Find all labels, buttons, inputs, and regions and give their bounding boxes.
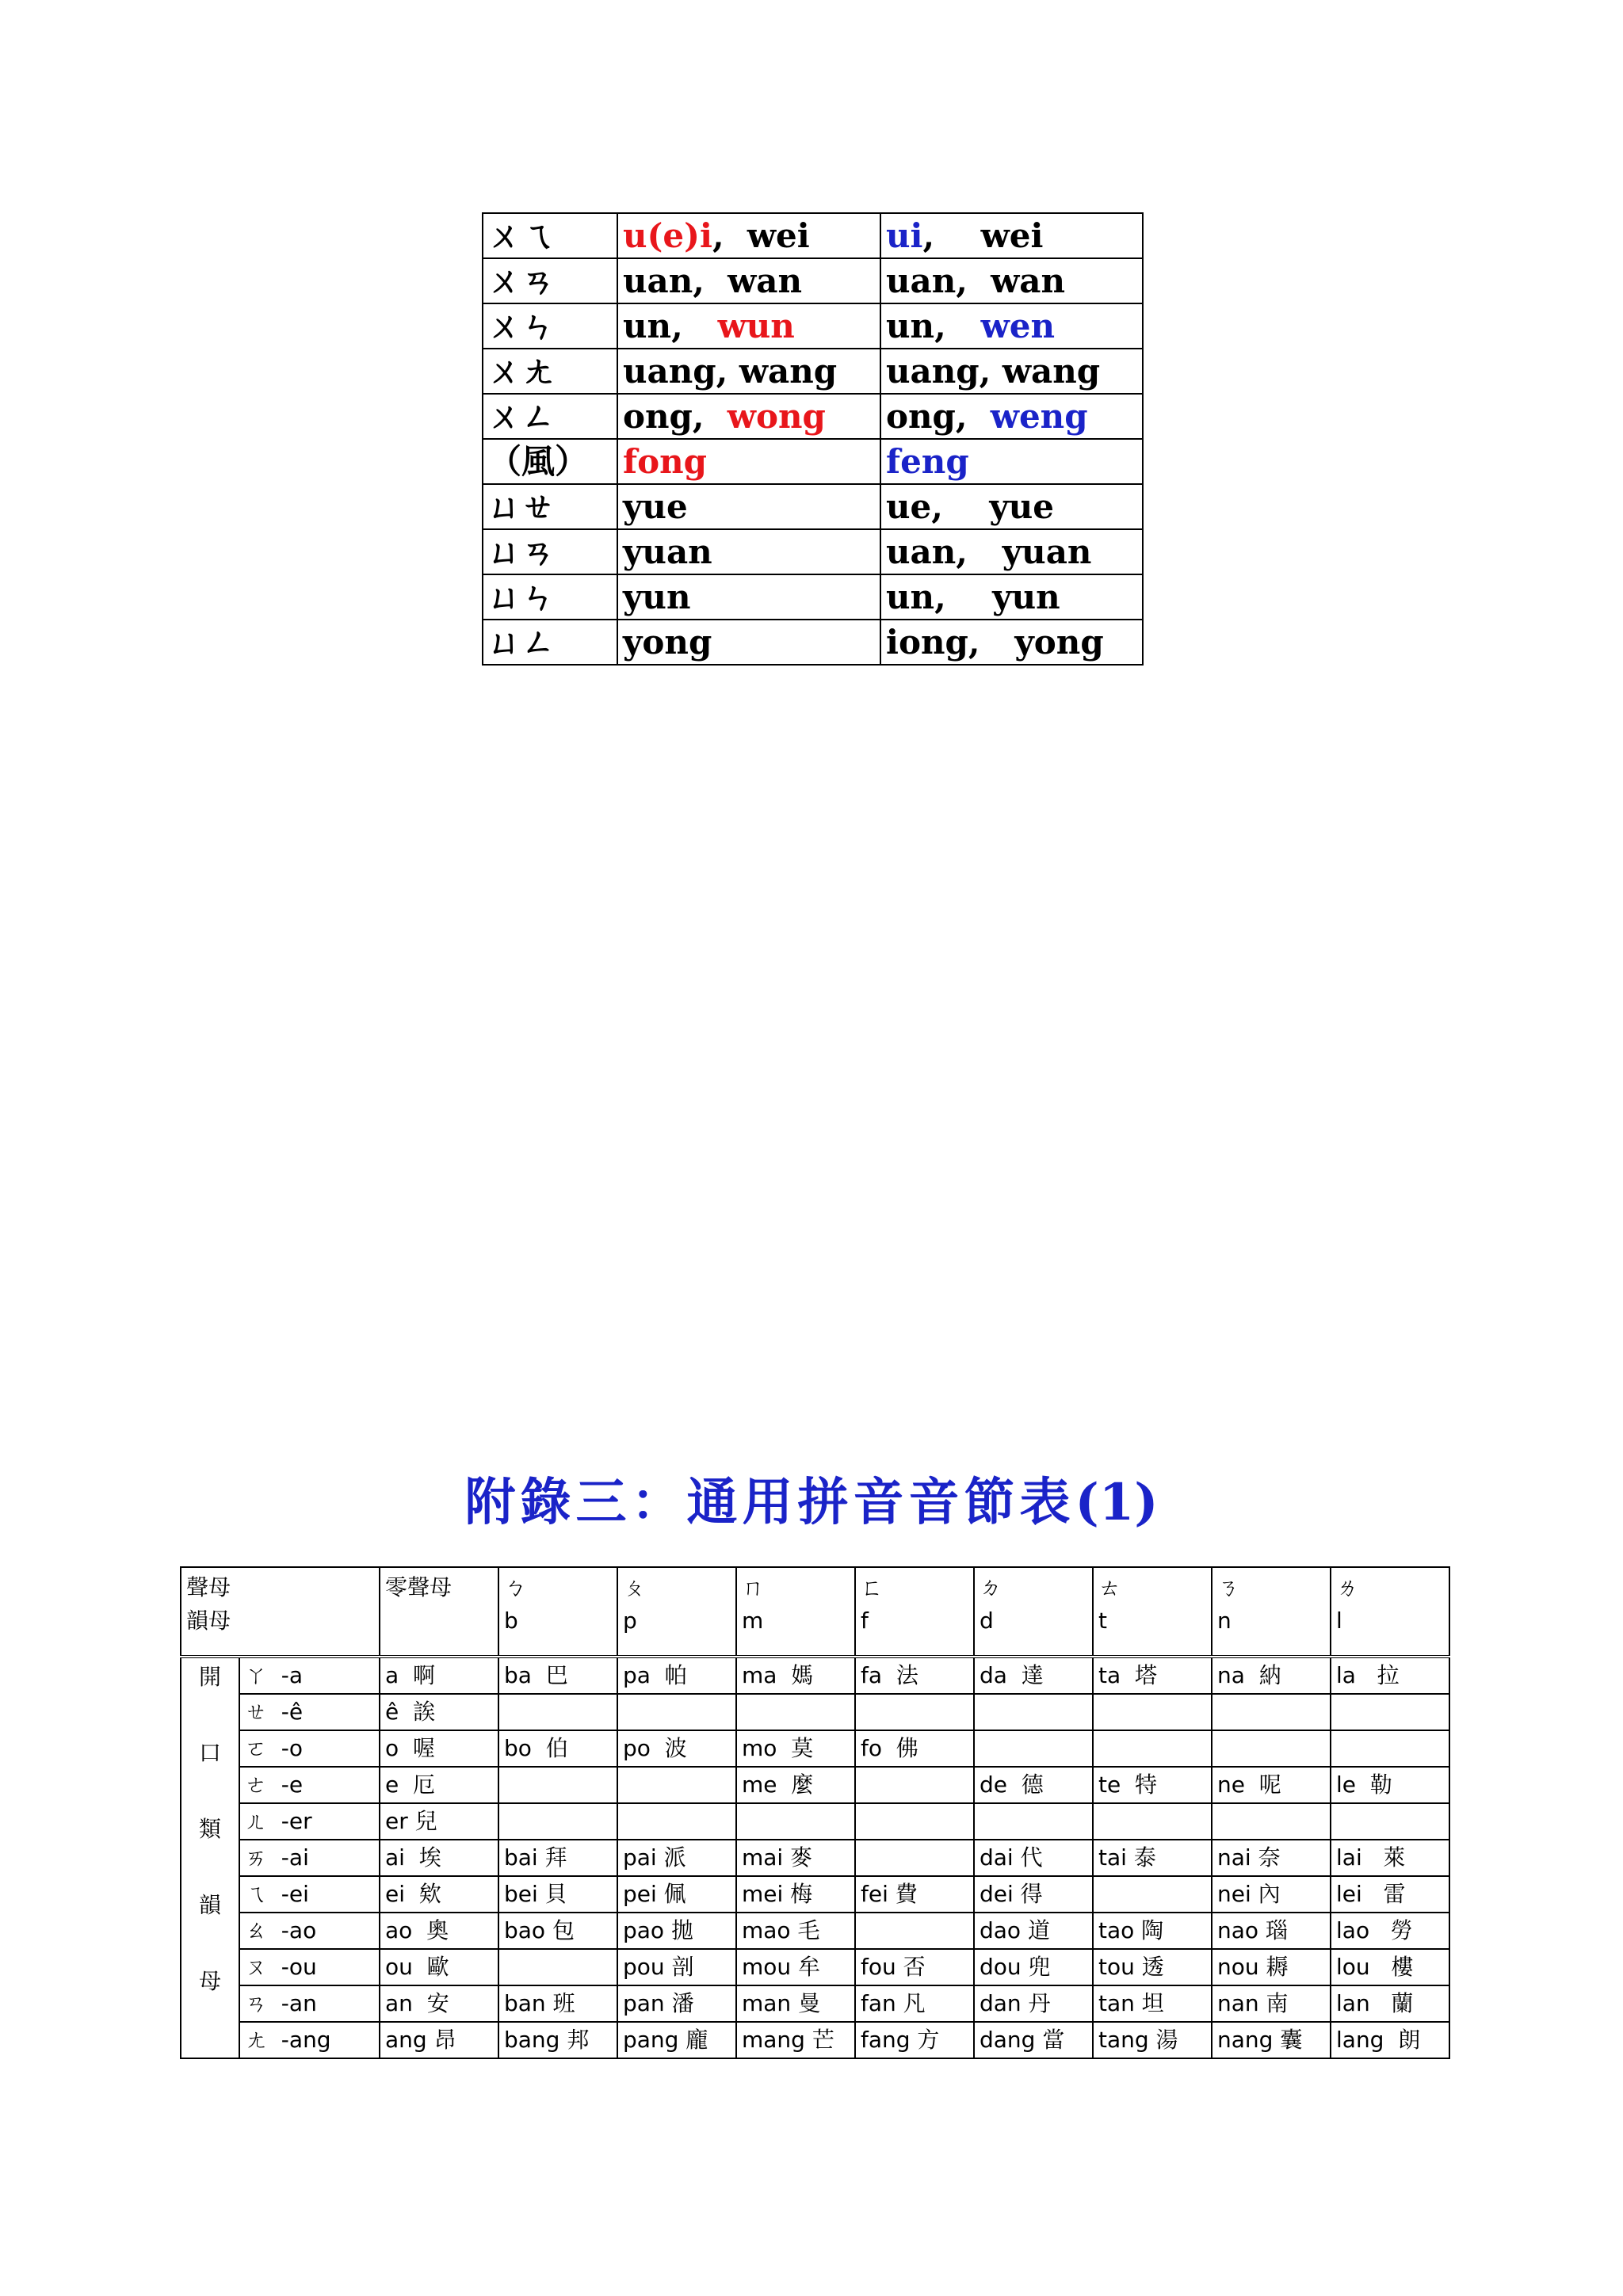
initial-latin: f	[861, 1608, 869, 1634]
finals-row	[483, 620, 1143, 665]
syllable-cell	[1212, 1803, 1331, 1840]
initial-latin: p	[623, 1608, 637, 1634]
syllable-cell: dang 當	[974, 2022, 1093, 2058]
finals-row	[483, 484, 1143, 529]
tongyong-pinyin-cell	[880, 394, 1143, 439]
initial-zhuyin: ㄅ	[504, 1574, 527, 1600]
syllable-cell: te 特	[1093, 1767, 1212, 1803]
initial-latin: d	[980, 1608, 994, 1634]
pinyin-text: un, yun	[886, 577, 1060, 616]
syllable-cell	[498, 1949, 617, 1985]
syllable-cell: fo 佛	[855, 1730, 974, 1767]
tongyong-pinyin-cell	[880, 484, 1143, 529]
final-cell: ㄤ -ang	[239, 2022, 380, 2058]
pinyin-text: uan, wan	[623, 261, 803, 300]
category-char: 母	[198, 1968, 221, 1994]
pinyin-text: uang, wang	[886, 351, 1101, 391]
pinyin-text: yong	[623, 622, 712, 662]
syllable-cell: tou 透	[1093, 1949, 1212, 1985]
tongyong-pinyin-cell	[880, 213, 1143, 258]
initial-header	[736, 1567, 855, 1657]
syllable-cell: man 曼	[736, 1985, 855, 2022]
syllable-cell	[498, 1803, 617, 1840]
syllable-cell: ta 塔	[1093, 1657, 1212, 1694]
syllable-cell: pan 潘	[617, 1985, 736, 2022]
initial-zhuyin: ㄇ	[742, 1574, 765, 1600]
syllable-cell: bai 拜	[498, 1840, 617, 1876]
syllable-cell: de 德	[974, 1767, 1093, 1803]
zhuyin-cell: ㄩㄣ	[483, 574, 617, 620]
syllable-cell: lai 萊	[1331, 1840, 1449, 1876]
syllable-cell: dao 道	[974, 1913, 1093, 1949]
pinyin-text: weng	[990, 396, 1088, 436]
initial-zhuyin: ㄌ	[1336, 1574, 1359, 1600]
syllable-cell: nao 瑙	[1212, 1913, 1331, 1949]
pinyin-text: ui	[886, 215, 923, 255]
syllable-cell: tao 陶	[1093, 1913, 1212, 1949]
syllable-cell	[1331, 1730, 1449, 1767]
syllable-row	[181, 1876, 1449, 1913]
syllable-cell: fan 凡	[855, 1985, 974, 2022]
syllable-row	[181, 1767, 1449, 1803]
pinyin-text: wun	[717, 306, 795, 345]
syllable-cell	[855, 1694, 974, 1730]
syllable-cell: ou 歐	[380, 1949, 498, 1985]
syllable-cell: fou 否	[855, 1949, 974, 1985]
syllable-cell: fei 費	[855, 1876, 974, 1913]
syllable-cell: mao 毛	[736, 1913, 855, 1949]
syllable-row	[181, 2022, 1449, 2058]
final-cell: ㄜ -e	[239, 1767, 380, 1803]
syllable-cell	[1331, 1694, 1449, 1730]
syllable-cell	[1093, 1694, 1212, 1730]
finals-row	[483, 574, 1143, 620]
pinyin-text: uan, wan	[886, 261, 1066, 300]
syllable-cell: bei 貝	[498, 1876, 617, 1913]
syllable-cell: tai 泰	[1093, 1840, 1212, 1876]
syllable-cell: pai 派	[617, 1840, 736, 1876]
syllable-cell: nei 內	[1212, 1876, 1331, 1913]
syllable-cell: me 麼	[736, 1767, 855, 1803]
initial-header	[498, 1567, 617, 1657]
syllable-row	[181, 1803, 1449, 1840]
syllable-cell	[617, 1694, 736, 1730]
initial-header	[1331, 1567, 1449, 1657]
zhuyin-cell: ㄨㄤ	[483, 349, 617, 394]
category-char: 類	[198, 1816, 221, 1842]
syllable-cell: nang 囊	[1212, 2022, 1331, 2058]
tongyong-pinyin-cell	[880, 620, 1143, 665]
corner-final-label: 韻母	[186, 1608, 231, 1634]
pinyin-text: yuan	[623, 532, 712, 571]
final-cell: ㄚ -a	[239, 1657, 380, 1694]
syllable-cell	[974, 1730, 1093, 1767]
finals-row	[483, 394, 1143, 439]
pinyin-text: , wei	[922, 215, 1044, 255]
final-cell: ㄦ -er	[239, 1803, 380, 1840]
syllable-cell: nou 耨	[1212, 1949, 1331, 1985]
pinyin-text: iong, yong	[886, 622, 1104, 662]
syllable-cell: ne 呢	[1212, 1767, 1331, 1803]
initial-zhuyin: ㄈ	[861, 1574, 884, 1600]
syllable-cell: mo 莫	[736, 1730, 855, 1767]
tongyong-pinyin-cell	[880, 529, 1143, 574]
syllable-cell: an 安	[380, 1985, 498, 2022]
syllable-row	[181, 1730, 1449, 1767]
syllable-cell: nan 南	[1212, 1985, 1331, 2022]
syllable-cell: dai 代	[974, 1840, 1093, 1876]
finals-row	[483, 349, 1143, 394]
initial-header	[617, 1567, 736, 1657]
syllable-row	[181, 1657, 1449, 1694]
category-char: 口	[198, 1740, 221, 1766]
initial-latin: m	[742, 1608, 764, 1634]
syllable-cell	[1093, 1803, 1212, 1840]
title-text: 附錄三：通用拼音音節表	[464, 1474, 1075, 1532]
hanyu-pinyin-cell	[617, 620, 880, 665]
pinyin-text: u(e)i	[623, 215, 712, 255]
syllable-cell: mai 麥	[736, 1840, 855, 1876]
syllable-cell: tang 湯	[1093, 2022, 1212, 2058]
category-char: 開	[198, 1664, 221, 1690]
hanyu-pinyin-cell	[617, 439, 880, 484]
syllable-cell: da 達	[974, 1657, 1093, 1694]
syllable-row	[181, 1913, 1449, 1949]
syllable-cell: ang 昂	[380, 2022, 498, 2058]
final-cell: ㄠ -ao	[239, 1913, 380, 1949]
zhuyin-cell: （風）	[483, 439, 617, 484]
pinyin-text: ong,	[623, 396, 727, 436]
header-row	[181, 1567, 1449, 1657]
pinyin-text: fong	[623, 441, 707, 481]
initial-zhuyin: ㄊ	[1098, 1574, 1121, 1600]
pinyin-text: ong,	[886, 396, 991, 436]
syllable-cell: ê 誒	[380, 1694, 498, 1730]
syllable-cell	[498, 1694, 617, 1730]
tongyong-pinyin-cell	[880, 439, 1143, 484]
initial-zhuyin: ㄋ	[1217, 1574, 1240, 1600]
initial-header	[974, 1567, 1093, 1657]
syllable-cell	[498, 1767, 617, 1803]
syllable-cell: lang 朗	[1331, 2022, 1449, 2058]
pinyin-text: feng	[886, 441, 969, 481]
syllable-row	[181, 1840, 1449, 1876]
finals-row	[483, 213, 1143, 258]
syllable-cell: lou 樓	[1331, 1949, 1449, 1985]
syllable-cell: ao 奧	[380, 1913, 498, 1949]
syllable-cell: ai 埃	[380, 1840, 498, 1876]
hanyu-pinyin-cell	[617, 258, 880, 303]
syllable-cell: la 拉	[1331, 1657, 1449, 1694]
tongyong-pinyin-cell	[880, 258, 1143, 303]
syllable-cell	[1212, 1730, 1331, 1767]
syllable-cell	[736, 1803, 855, 1840]
hanyu-pinyin-cell	[617, 529, 880, 574]
title-number: (1)	[1075, 1473, 1159, 1532]
finals-row	[483, 258, 1143, 303]
hanyu-pinyin-cell	[617, 349, 880, 394]
zhuyin-cell: ㄨㄟ	[483, 213, 617, 258]
syllable-cell: e 厄	[380, 1767, 498, 1803]
hanyu-pinyin-cell	[617, 213, 880, 258]
syllable-cell	[1212, 1694, 1331, 1730]
initial-latin: t	[1098, 1608, 1107, 1634]
syllable-cell: ei 欸	[380, 1876, 498, 1913]
pinyin-text: wen	[980, 306, 1055, 345]
syllable-cell	[1093, 1876, 1212, 1913]
syllable-cell: lei 雷	[1331, 1876, 1449, 1913]
syllable-cell: bao 包	[498, 1913, 617, 1949]
hanyu-pinyin-cell	[617, 484, 880, 529]
syllable-cell: lao 勞	[1331, 1913, 1449, 1949]
initial-latin: n	[1217, 1608, 1232, 1634]
syllable-cell: dan 丹	[974, 1985, 1093, 2022]
syllable-cell: po 波	[617, 1730, 736, 1767]
hanyu-pinyin-cell	[617, 303, 880, 349]
syllable-cell: pao 拋	[617, 1913, 736, 1949]
finals-comparison-table	[482, 212, 1144, 666]
pinyin-text: un,	[886, 306, 981, 345]
final-cell: ㄛ -o	[239, 1730, 380, 1767]
syllable-cell	[855, 1913, 974, 1949]
pinyin-text: , wei	[712, 215, 810, 255]
finals-row	[483, 439, 1143, 484]
syllable-cell: bang 邦	[498, 2022, 617, 2058]
zhuyin-cell: ㄨㄢ	[483, 258, 617, 303]
syllable-row	[181, 1694, 1449, 1730]
syllable-cell	[617, 1803, 736, 1840]
syllable-cell: tan 坦	[1093, 1985, 1212, 2022]
tongyong-pinyin-cell	[880, 303, 1143, 349]
zhuyin-cell: ㄨㄥ	[483, 394, 617, 439]
corner-cell	[181, 1567, 380, 1657]
syllable-cell	[974, 1803, 1093, 1840]
syllable-cell: le 勒	[1331, 1767, 1449, 1803]
initial-latin: l	[1336, 1608, 1342, 1634]
tongyong-pinyin-cell	[880, 574, 1143, 620]
syllable-cell: pou 剖	[617, 1949, 736, 1985]
syllable-cell: er 兒	[380, 1803, 498, 1840]
syllable-cell: o 喔	[380, 1730, 498, 1767]
syllable-table	[180, 1566, 1450, 2059]
final-cell: ㄡ -ou	[239, 1949, 380, 1985]
syllable-cell: pang 龐	[617, 2022, 736, 2058]
hanyu-pinyin-cell	[617, 394, 880, 439]
syllable-row	[181, 1985, 1449, 2022]
pinyin-text: wong	[727, 396, 826, 436]
finals-row	[483, 529, 1143, 574]
syllable-cell: ban 班	[498, 1985, 617, 2022]
syllable-cell	[736, 1694, 855, 1730]
syllable-cell: mou 牟	[736, 1949, 855, 1985]
category-char: 韻	[198, 1892, 221, 1918]
syllable-cell: dou 兜	[974, 1949, 1093, 1985]
pinyin-text: yun	[623, 577, 691, 616]
page-title	[0, 1462, 1623, 1535]
syllable-cell: mei 梅	[736, 1876, 855, 1913]
syllable-cell: fang 方	[855, 2022, 974, 2058]
initial-zhuyin: ㄆ	[623, 1574, 646, 1600]
pinyin-text: yue	[623, 486, 688, 526]
syllable-cell: dei 得	[974, 1876, 1093, 1913]
syllable-cell: a 啊	[380, 1657, 498, 1694]
pinyin-text: un,	[623, 306, 718, 345]
syllable-cell: nai 奈	[1212, 1840, 1331, 1876]
syllable-cell: bo 伯	[498, 1730, 617, 1767]
zhuyin-cell: ㄩㄢ	[483, 529, 617, 574]
syllable-cell	[1331, 1803, 1449, 1840]
pinyin-text: uan, yuan	[886, 532, 1092, 571]
syllable-cell: ma 媽	[736, 1657, 855, 1694]
syllable-cell	[1093, 1730, 1212, 1767]
syllable-cell: mang 芒	[736, 2022, 855, 2058]
initial-header	[1212, 1567, 1331, 1657]
syllable-cell	[855, 1803, 974, 1840]
zhuyin-cell: ㄨㄣ	[483, 303, 617, 349]
syllable-cell: pei 佩	[617, 1876, 736, 1913]
tongyong-pinyin-cell	[880, 349, 1143, 394]
initial-zhuyin: ㄉ	[980, 1574, 1002, 1600]
syllable-cell	[974, 1694, 1093, 1730]
category-label	[181, 1657, 239, 2058]
initial-latin: b	[504, 1608, 518, 1634]
syllable-cell: pa 帕	[617, 1657, 736, 1694]
pinyin-text: ue, yue	[886, 486, 1055, 526]
initial-header	[1093, 1567, 1212, 1657]
finals-row	[483, 303, 1143, 349]
syllable-cell	[855, 1767, 974, 1803]
pinyin-text: uang, wang	[623, 351, 838, 391]
syllable-cell: ba 巴	[498, 1657, 617, 1694]
syllable-cell	[855, 1840, 974, 1876]
initial-header	[855, 1567, 974, 1657]
syllable-cell	[617, 1767, 736, 1803]
zhuyin-cell: ㄩㄥ	[483, 620, 617, 665]
syllable-cell: fa 法	[855, 1657, 974, 1694]
final-cell: ㄢ -an	[239, 1985, 380, 2022]
syllable-row	[181, 1949, 1449, 1985]
corner-initial-label: 聲母	[186, 1574, 231, 1600]
final-cell: ㄞ -ai	[239, 1840, 380, 1876]
syllable-cell: na 納	[1212, 1657, 1331, 1694]
zhuyin-cell: ㄩㄝ	[483, 484, 617, 529]
zero-initial-header: 零聲母	[380, 1567, 498, 1657]
final-cell: ㄟ -ei	[239, 1876, 380, 1913]
final-cell: ㄝ -ê	[239, 1694, 380, 1730]
hanyu-pinyin-cell	[617, 574, 880, 620]
syllable-cell: lan 蘭	[1331, 1985, 1449, 2022]
